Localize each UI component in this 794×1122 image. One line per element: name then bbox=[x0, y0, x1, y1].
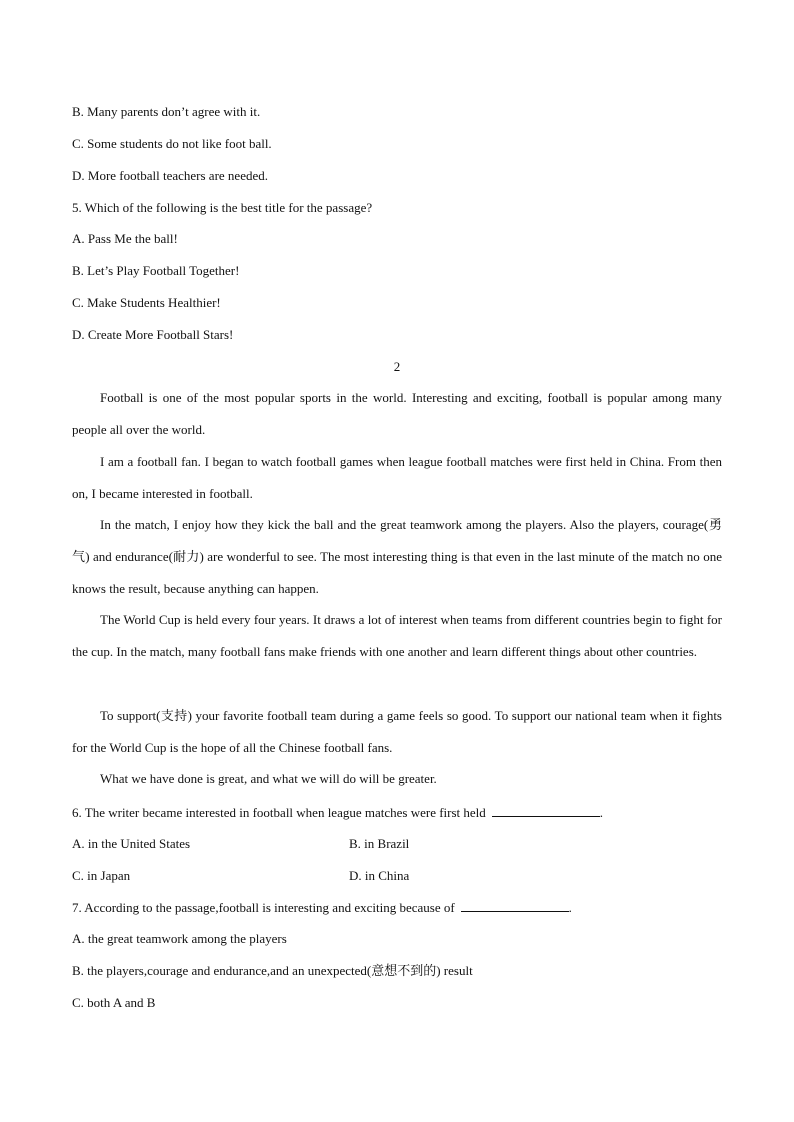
q5-option-d: D. Create More Football Stars! bbox=[72, 327, 234, 342]
q6-question-end: . bbox=[599, 805, 604, 820]
q5-option-c: C. Make Students Healthier! bbox=[72, 295, 221, 310]
q7-answer-blank[interactable] bbox=[461, 899, 569, 912]
q7-question-line bbox=[72, 899, 572, 916]
q4-option-b: B. Many parents don’t agree with it. bbox=[72, 104, 261, 119]
q7-option-a: A. the great teamwork among the players bbox=[72, 931, 287, 946]
q7-question: 7. According to the passage,football is interesting and exciting because of bbox=[72, 900, 455, 915]
q4-option-c: C. Some students do not like foot ball. bbox=[72, 136, 272, 151]
q7-option-c: C. both A and B bbox=[72, 995, 156, 1010]
section-number: 2 bbox=[393, 359, 401, 374]
q4-option-d: D. More football teachers are needed. bbox=[72, 168, 268, 183]
q6-question-line bbox=[72, 804, 603, 821]
q5-option-b: B. Let’s Play Football Together! bbox=[72, 263, 240, 278]
q5-question: 5. Which of the following is the best title for the passage? bbox=[72, 200, 373, 215]
passage-paragraph-3: In the match, I enjoy how they kick the ball and the great teamwork among the players. Also the players, courage(勇气) and endurance(耐力) are wonderful to see. The most interesting thing is that even in the last minute of the match no one knows the result, because anything can happen. bbox=[72, 517, 722, 596]
passage-paragraph-5: To support(支持) your favorite football team during a game feels so good. To support our national team when it fights for the World Cup is the hope of all the Chinese football fans. bbox=[72, 708, 722, 755]
q6-answer-blank[interactable] bbox=[492, 804, 600, 817]
passage-paragraph-2: I am a football fan. I began to watch football games when league football matches were first held in China. From then on, I became interested in football. bbox=[72, 454, 722, 501]
q7-option-b: B. the players,courage and endurance,and an unexpected(意想不到的) result bbox=[72, 963, 473, 978]
q6-option-a: A. in the United States bbox=[72, 836, 191, 851]
passage-paragraph-6: What we have done is great, and what we will do will be greater. bbox=[100, 771, 437, 786]
q6-option-c: C. in Japan bbox=[72, 868, 131, 883]
q6-option-b: B. in Brazil bbox=[349, 836, 410, 851]
exam-page bbox=[72, 0, 722, 1122]
q7-question-end: . bbox=[568, 900, 572, 915]
q6-option-d: D. in China bbox=[349, 868, 410, 883]
passage-paragraph-4: The World Cup is held every four years. It draws a lot of interest when teams from different countries begin to fight for the cup. In the match, many football fans make friends with one another and learn different things about other countries. bbox=[72, 612, 722, 659]
q6-question: 6. The writer became interested in football when league matches were first held bbox=[72, 805, 486, 820]
q5-option-a: A. Pass Me the ball! bbox=[72, 231, 178, 246]
passage-paragraph-1: Football is one of the most popular sports in the world. Interesting and exciting, football is popular among many people all over the world. bbox=[72, 390, 722, 437]
